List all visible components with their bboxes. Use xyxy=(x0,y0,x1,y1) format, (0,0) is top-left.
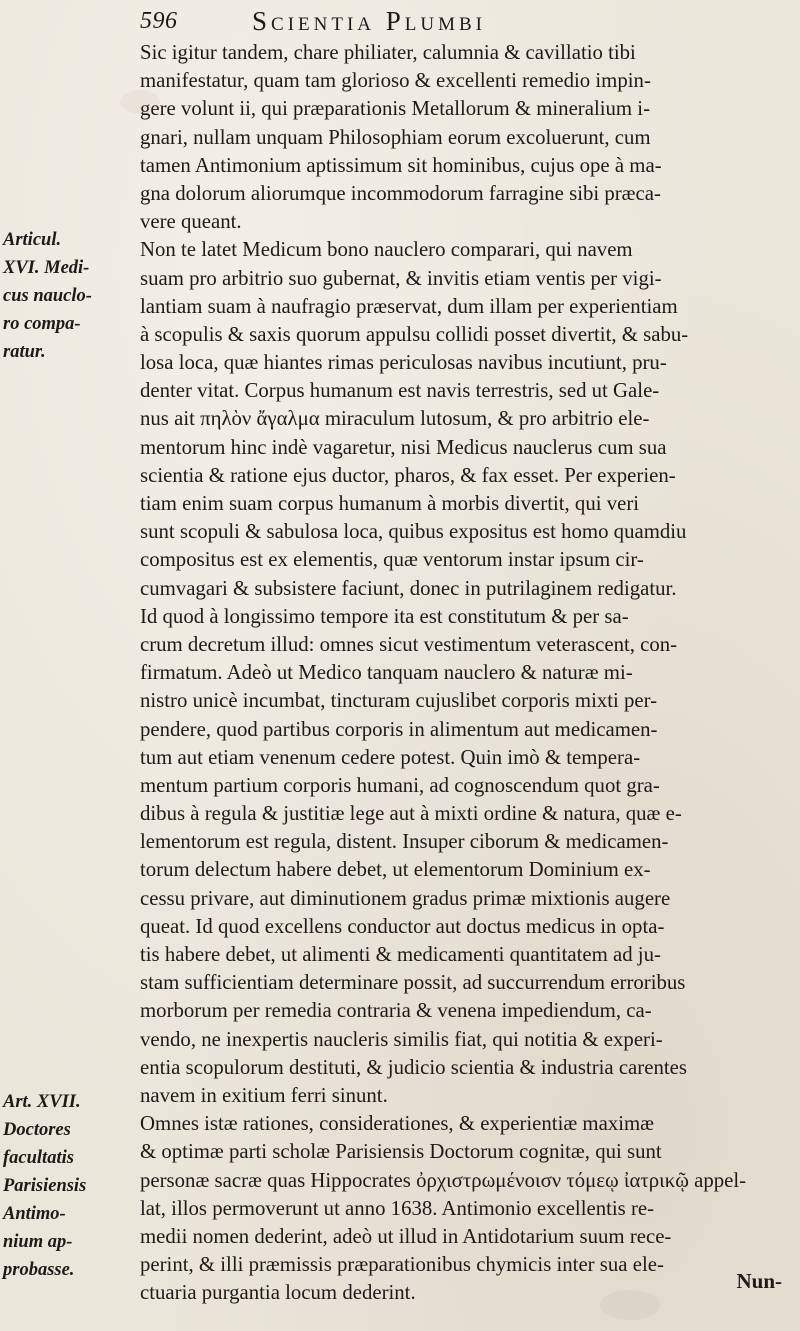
text-line: medii nomen dederint, adeò ut illud in Antidotarium suum rece- xyxy=(140,1224,672,1248)
margin-note-article-16 xyxy=(3,226,143,366)
text-line: gna dolorum aliorumque incommodorum farragine sibi præca- xyxy=(140,181,661,205)
text-line: tiam enim suam corpus humanum à morbis divertit, qui veri xyxy=(140,492,640,515)
text-line: lantiam suam à naufragio præservat, dum illam per experientiam xyxy=(140,294,678,318)
text-line: ctuaria purgantia locum dederint. xyxy=(140,1281,416,1305)
page-number: 596 xyxy=(140,8,178,34)
text-line: Omnes istæ rationes, considerationes, & experientiæ maximæ xyxy=(140,1112,655,1136)
text-line: stam sufficientiam determinare possit, ad succurrendum erroribus xyxy=(140,971,686,995)
text-line: perint, & illi præmissis præparationibus chymicis inter sua ele- xyxy=(140,1253,664,1277)
text-line: firmatum. Adeò ut Medico tanquam nauclero & naturæ mi- xyxy=(140,661,633,685)
text-line: tamen Antimonium aptissimum sit hominibus, cujus ope à ma- xyxy=(140,153,662,177)
text-line: tum aut etiam venenum cedere potest. Quin imò & tempera- xyxy=(140,745,641,769)
text-line: morborum per remedia contraria & venena impediendum, ca- xyxy=(140,999,652,1023)
text-line: manifestatur, quam tam glorioso & excellenti remedio impin- xyxy=(140,69,651,93)
margin-note-line: Antimo- xyxy=(3,1204,66,1224)
text-line: vere queant. xyxy=(140,210,242,234)
text-line: gere volunt ii, qui præparationis Metallorum & mineralium i- xyxy=(140,97,651,121)
margin-note-line: XVI. Medi- xyxy=(3,258,90,278)
text-line: sunt scopuli & sabulosa loca, quibus expositus est homo quamdiu xyxy=(140,520,687,544)
text-line: Non te latet Medicum bono nauclero comparari, qui navem xyxy=(140,238,633,262)
body-text xyxy=(140,39,790,1307)
text-line: & optimæ parti scholæ Parisiensis Doctorum cognitæ, qui sunt xyxy=(140,1140,662,1164)
margin-note-line: Articul. xyxy=(3,230,62,250)
text-line: Sic igitur tandem, chare philiater, calumnia & cavillatio tibi xyxy=(140,41,636,64)
margin-note-line: ratur. xyxy=(3,342,46,362)
margin-note-line: probasse. xyxy=(3,1260,75,1280)
text-line: navem in exitium ferri sinunt. xyxy=(140,1083,388,1107)
text-line: entia scopulorum destituti, & judicio scientia & industria carentes xyxy=(140,1055,687,1079)
text-line: vendo, ne inexpertis naucleris similis fiat, qui notitia & experi- xyxy=(140,1027,663,1051)
text-line: losa loca, quæ hiantes rimas periculosas navibus incutiunt, pru- xyxy=(140,351,667,375)
text-line: nistro unicè incumbat, tincturam cujuslibet corporis mixti per- xyxy=(140,689,658,713)
text-line: cumvagari & subsistere faciunt, donec in putrilaginem redigatur. xyxy=(140,576,677,600)
margin-note-line: facultatis xyxy=(3,1148,74,1168)
text-line: lat, illos permoverunt ut anno 1638. Antimonio excellentis re- xyxy=(140,1196,655,1220)
text-line: nus ait πηλὸν ἄγαλμα miraculum lutosum, & pro arbitrio ele- xyxy=(140,407,650,431)
margin-note-line: Parisiensis xyxy=(3,1176,87,1196)
text-line: crum decretum illud: omnes sicut vestimentum veterascent, con- xyxy=(140,632,678,656)
text-line: lementorum est regula, distent. Insuper ciborum & medicamen- xyxy=(140,830,669,854)
text-line: torum delectum habere debet, ut elementorum Dominium ex- xyxy=(140,858,651,882)
text-line: scientia & ratione ejus ductor, pharos, & fax esset. Per experien- xyxy=(140,463,676,487)
text-line: denter vitat. Corpus humanum est navis terrestris, sed ut Gale- xyxy=(140,379,660,403)
text-line: mentorum hinc indè vagaretur, nisi Medicus nauclerus cum sua xyxy=(140,435,667,459)
text-line: suam pro arbitrio suo gubernat, & invitis etiam ventis per vigi- xyxy=(140,266,662,290)
text-line: personæ sacræ quas Hippocrates ὀρχιστρωμένοισν τόμεῳ ἰατρικῷ appel- xyxy=(140,1168,747,1192)
text-line: cessu privare, aut diminutionem gradus primæ mixtionis augere xyxy=(140,886,671,910)
text-line: mentum partium corporis humani, ad cognoscendum quot gra- xyxy=(140,773,660,797)
running-head: Scientia Plumbi xyxy=(252,6,486,36)
text-line: tis habere debet, ut alimenti & medicamenti quantitatem ad ju- xyxy=(140,943,661,966)
text-line: compositus est ex elementis, quæ ventorum instar ipsum cir- xyxy=(140,548,644,572)
catchword: Nun- xyxy=(736,1269,782,1293)
margin-note-line: Art. XVII. xyxy=(3,1092,81,1112)
text-line: dibus à regula & justitiæ lege aut à mixti ordine & natura, quæ e- xyxy=(140,802,682,826)
page-header xyxy=(140,6,780,36)
margin-note-line: cus nauclo- xyxy=(3,286,92,306)
margin-note-line: nium ap- xyxy=(3,1232,73,1252)
text-line: gnari, nullam unquam Philosophiam eorum excoluerunt, cum xyxy=(140,125,651,149)
margin-note-line: ro compa- xyxy=(3,314,81,334)
text-line: à scopulis & saxis quorum appulsu collidi posset divertit, & sabu- xyxy=(140,322,689,346)
text-line: Id quod à longissimo tempore ita est constitutum & per sa- xyxy=(140,604,629,628)
margin-note-line: Doctores xyxy=(3,1120,71,1140)
text-line: pendere, quod partibus corporis in alimentum aut medicamen- xyxy=(140,717,658,741)
margin-note-article-17 xyxy=(3,1088,143,1284)
text-line: queat. Id quod excellens conductor aut doctus medicus in opta- xyxy=(140,914,665,938)
